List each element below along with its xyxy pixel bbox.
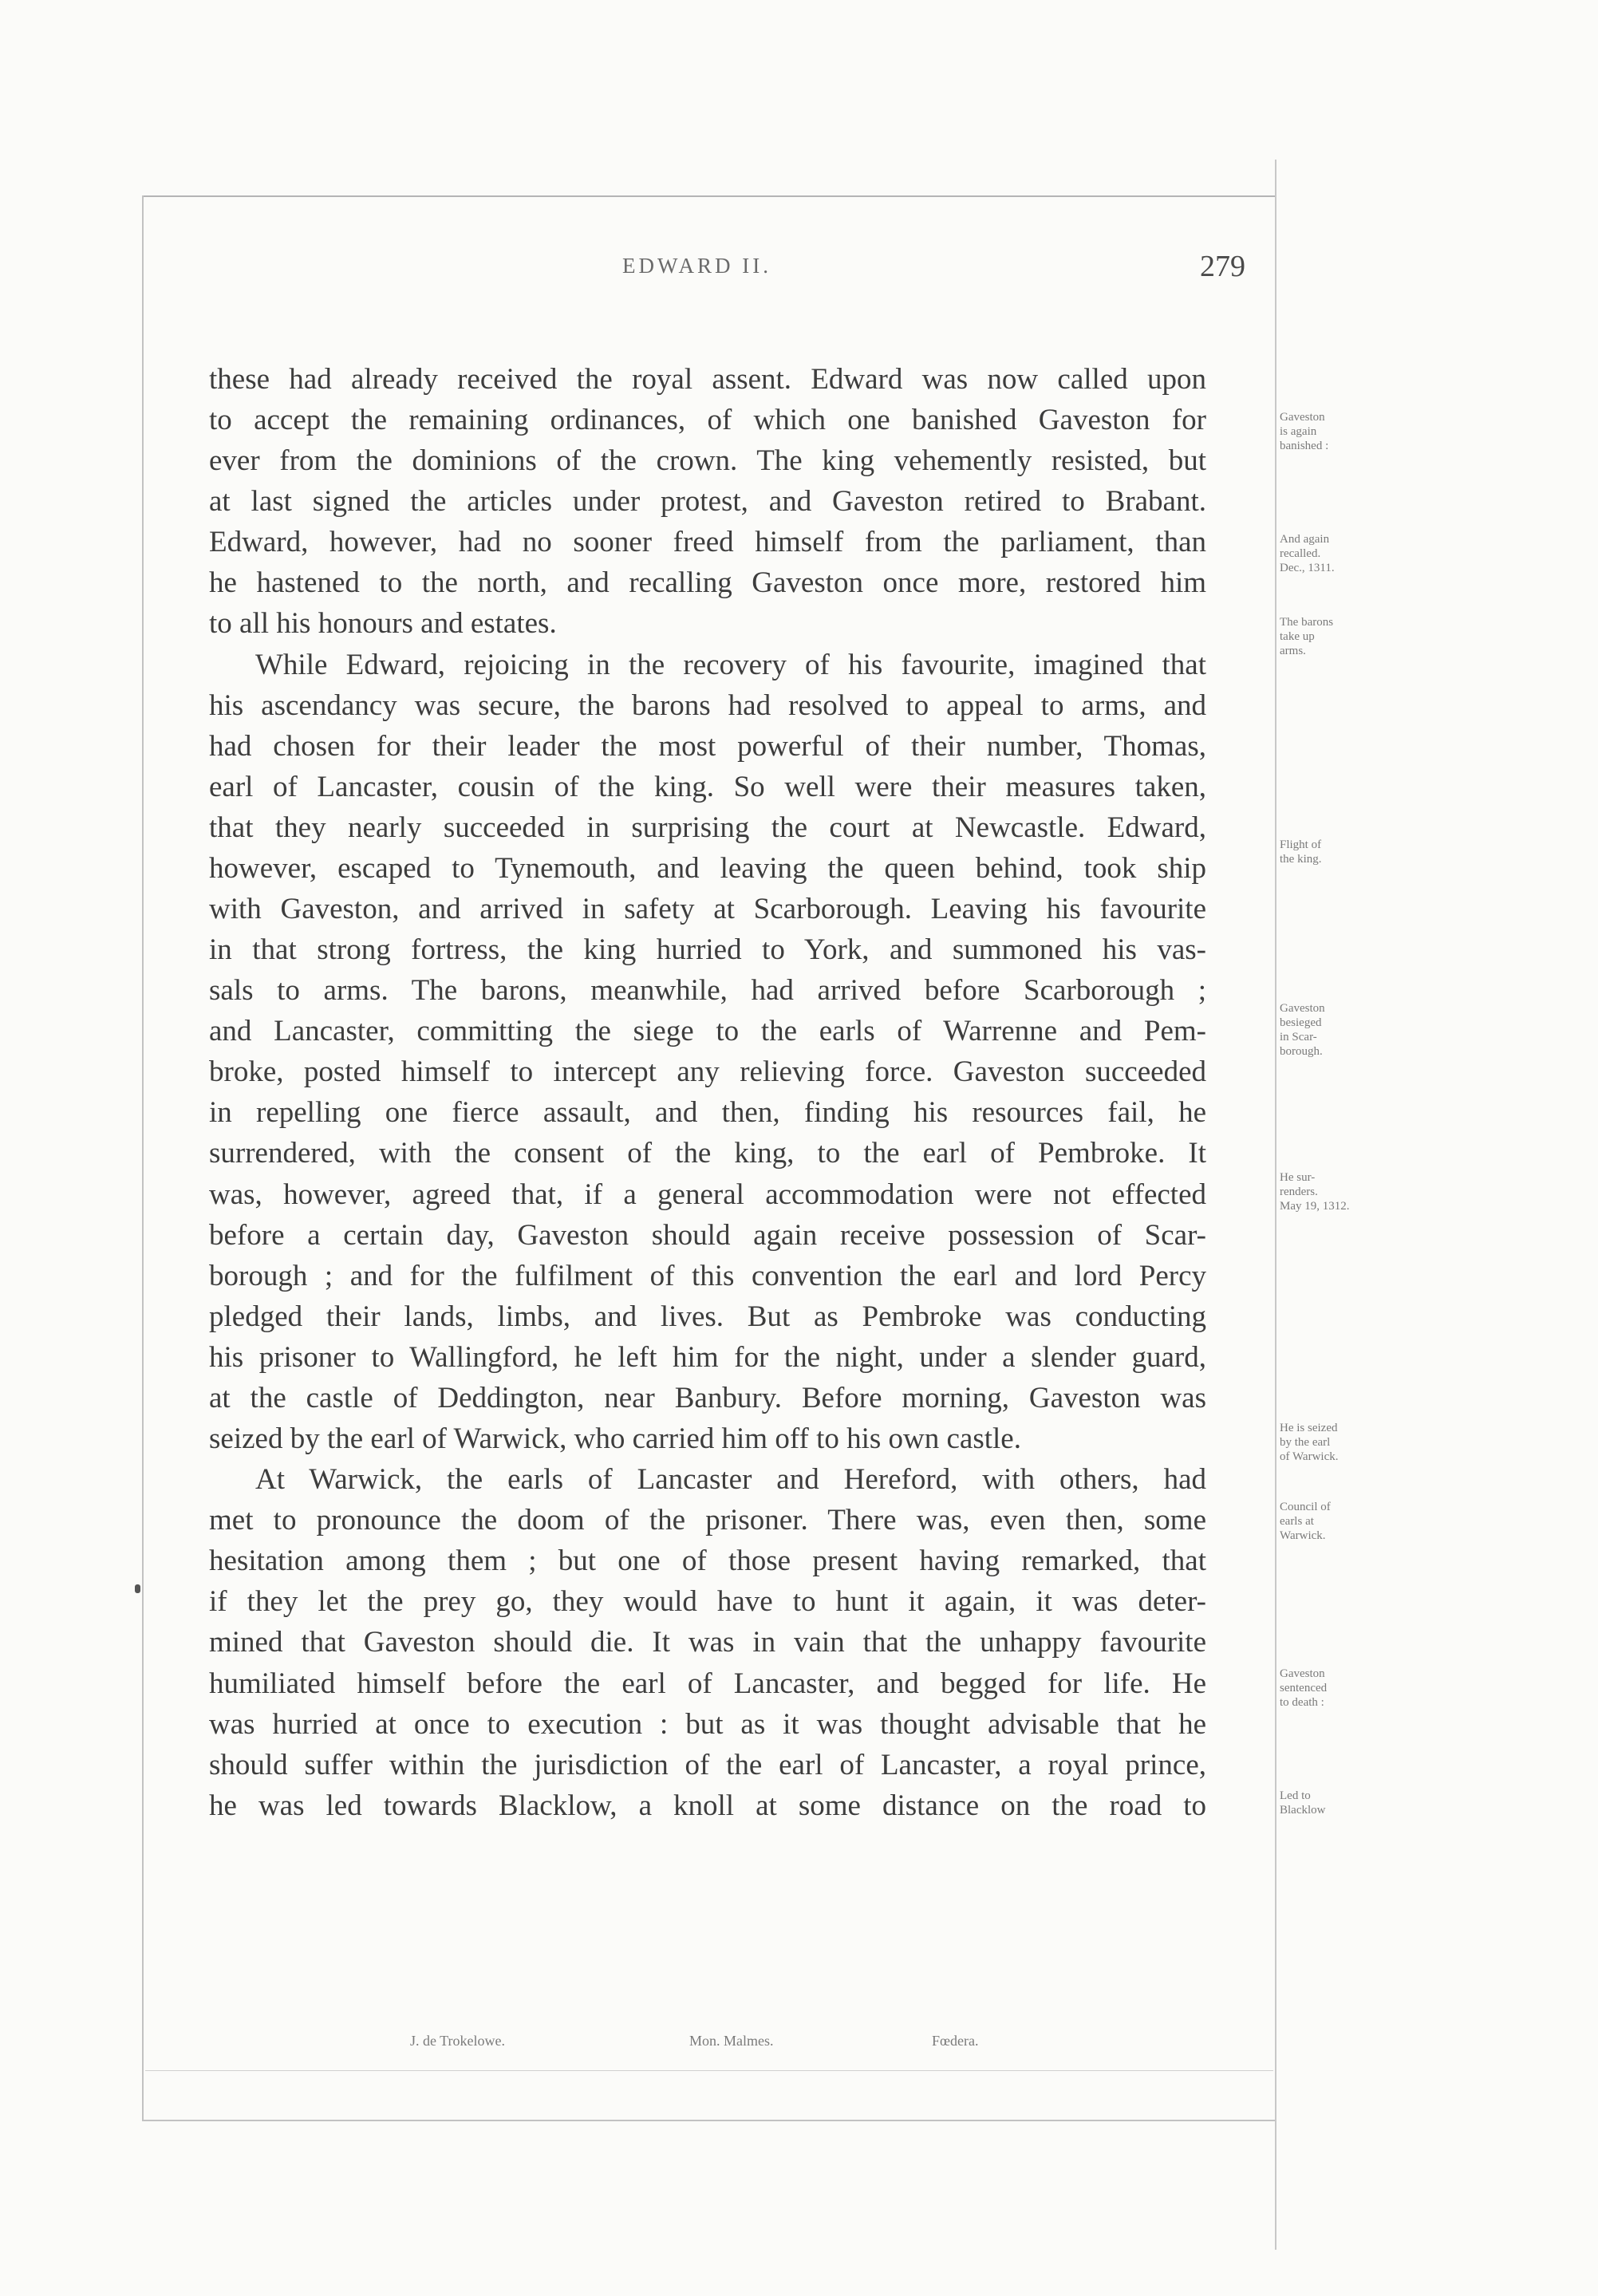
marginal-note-line: He sur- bbox=[1280, 1171, 1316, 1184]
body-line: at the castle of Deddington, near Banbury. Before morning, Gaveston was bbox=[209, 1381, 1206, 1414]
page-frame-top-rule bbox=[142, 195, 1275, 197]
body-line: should suffer within the jurisdiction of the earl of Lancaster, a royal prince, bbox=[209, 1748, 1206, 1781]
marginal-note-line: borough. bbox=[1280, 1045, 1323, 1058]
marginal-note bbox=[1280, 1789, 1391, 1817]
body-line: At Warwick, the earls of Lancaster and Hereford, with others, had bbox=[255, 1463, 1206, 1497]
body-line: had chosen for their leader the most powerful of their number, Thomas, bbox=[209, 729, 1206, 763]
body-line: While Edward, rejoicing in the recovery of his favourite, imagined that bbox=[255, 648, 1206, 681]
body-line: in repelling one fierce assault, and then, finding his resources fail, he bbox=[209, 1096, 1206, 1130]
marginal-note-line: The barons bbox=[1280, 616, 1334, 629]
body-line: was, however, agreed that, if a general accommodation were not effected bbox=[209, 1178, 1206, 1211]
source-citation: Mon. Malmes. bbox=[689, 2033, 774, 2049]
marginal-note-line: in Scar- bbox=[1280, 1031, 1317, 1043]
running-head: EDWARD II. bbox=[622, 254, 771, 278]
body-line: ever from the dominions of the crown. The king vehemently resisted, but bbox=[209, 444, 1206, 478]
body-line: surrendered, with the consent of the king, to the earl of Pembroke. It bbox=[209, 1137, 1206, 1170]
source-citations bbox=[0, 2033, 1276, 2057]
body-line: sals to arms. The barons, meanwhile, had arrived before Scarborough ; bbox=[209, 974, 1206, 1008]
marginal-note-line: is again bbox=[1280, 425, 1317, 438]
body-line: if they let the prey go, they would have to hunt it again, it was deter- bbox=[209, 1585, 1206, 1619]
footnote-rule bbox=[145, 2070, 1273, 2071]
marginal-note-line: recalled. bbox=[1280, 547, 1321, 560]
source-citation: Fœdera. bbox=[932, 2033, 979, 2049]
body-line: broke, posted himself to intercept any relieving force. Gaveston succeeded bbox=[209, 1055, 1206, 1089]
body-line: these had already received the royal assent. Edward was now called upon bbox=[209, 363, 1206, 396]
marginal-note bbox=[1280, 1170, 1391, 1213]
marginal-note-line: Warwick. bbox=[1280, 1529, 1326, 1542]
marginal-note bbox=[1280, 615, 1391, 658]
marginal-note bbox=[1280, 410, 1391, 453]
marginal-note bbox=[1280, 838, 1391, 866]
marginal-note-line: Led to bbox=[1280, 1789, 1311, 1802]
body-line: his prisoner to Wallingford, he left him for the night, under a slender guard, bbox=[209, 1340, 1206, 1374]
marginal-note-line: Gaveston bbox=[1280, 411, 1325, 424]
body-line: to all his honours and estates. bbox=[209, 607, 557, 641]
body-line: with Gaveston, and arrived in safety at Scarborough. Leaving his favourite bbox=[209, 893, 1206, 926]
marginal-note-line: of Warwick. bbox=[1280, 1450, 1339, 1463]
marginal-note-line: arms. bbox=[1280, 645, 1306, 657]
body-line: in that strong fortress, the king hurried to York, and summoned his vas- bbox=[209, 933, 1206, 967]
marginal-note-line: And again bbox=[1280, 533, 1330, 546]
body-text bbox=[209, 359, 1206, 1826]
body-line: borough ; and for the fulfilment of this convention the earl and lord Percy bbox=[209, 1259, 1206, 1292]
body-line: humiliated himself before the earl of Lancaster, and begged for life. He bbox=[209, 1667, 1206, 1700]
marginal-note-line: Gaveston bbox=[1280, 1002, 1325, 1015]
page-frame-left-rule bbox=[142, 195, 144, 2120]
marginal-note bbox=[1280, 532, 1391, 575]
marginal-note-line: the king. bbox=[1280, 853, 1322, 866]
page-frame-right-rule bbox=[1275, 160, 1276, 2250]
body-line: and Lancaster, committing the siege to the earls of Warrenne and Pem- bbox=[209, 1015, 1206, 1048]
body-line: he was led towards Blacklow, a knoll at some distance on the road to bbox=[209, 1789, 1206, 1822]
marginal-note bbox=[1280, 1001, 1391, 1059]
body-line: seized by the earl of Warwick, who carried him off to his own castle. bbox=[209, 1422, 1021, 1456]
page-number: 279 bbox=[1200, 250, 1245, 283]
marginal-note-line: Gaveston bbox=[1280, 1667, 1325, 1680]
marginal-note-line: Dec., 1311. bbox=[1280, 562, 1335, 574]
marginal-note-line: renders. bbox=[1280, 1185, 1318, 1198]
body-line: before a certain day, Gaveston should again receive possession of Scar- bbox=[209, 1218, 1206, 1252]
marginal-note-line: Council of bbox=[1280, 1501, 1331, 1513]
marginal-note bbox=[1280, 1421, 1391, 1464]
marginal-note-line: earls at bbox=[1280, 1515, 1314, 1528]
source-citation: J. de Trokelowe. bbox=[410, 2033, 506, 2049]
page-frame-bottom-rule bbox=[142, 2120, 1275, 2121]
marginal-note-line: besieged bbox=[1280, 1016, 1322, 1029]
body-line: his ascendancy was secure, the barons had resolved to appeal to arms, and bbox=[209, 688, 1206, 722]
body-line: that they nearly succeeded in surprising the court at Newcastle. Edward, bbox=[209, 811, 1206, 844]
marginal-note-line: Blacklow bbox=[1280, 1804, 1326, 1817]
body-line: hesitation among them ; but one of those present having remarked, that bbox=[209, 1544, 1206, 1578]
marginal-note-line: He is seized bbox=[1280, 1422, 1338, 1434]
marginal-note-line: banished : bbox=[1280, 440, 1329, 452]
body-line: mined that Gaveston should die. It was in vain that the unhappy favourite bbox=[209, 1626, 1206, 1659]
marginal-note-line: to death : bbox=[1280, 1696, 1324, 1709]
marginal-note bbox=[1280, 1667, 1391, 1710]
marginal-note-line: Flight of bbox=[1280, 838, 1322, 851]
body-line: pledged their lands, limbs, and lives. But as Pembroke was conducting bbox=[209, 1300, 1206, 1333]
body-line: met to pronounce the doom of the prisoner. There was, even then, some bbox=[209, 1504, 1206, 1537]
body-line: he hastened to the north, and recalling Gaveston once more, restored him bbox=[209, 566, 1206, 600]
marginal-note-line: take up bbox=[1280, 630, 1315, 643]
ink-speck bbox=[135, 1584, 140, 1593]
marginal-note-line: sentenced bbox=[1280, 1682, 1328, 1694]
body-line: to accept the remaining ordinances, of which one banished Gaveston for bbox=[209, 404, 1206, 437]
marginal-note-line: by the earl bbox=[1280, 1436, 1331, 1449]
body-line: however, escaped to Tynemouth, and leaving the queen behind, took ship bbox=[209, 851, 1206, 885]
body-line: was hurried at once to execution : but as it was thought advisable that he bbox=[209, 1707, 1206, 1741]
body-line: Edward, however, had no sooner freed himself from the parliament, than bbox=[209, 526, 1206, 559]
marginal-note bbox=[1280, 1500, 1391, 1543]
body-line: earl of Lancaster, cousin of the king. So well were their measures taken, bbox=[209, 770, 1206, 803]
marginal-note-line: May 19, 1312. bbox=[1280, 1200, 1350, 1213]
body-line: at last signed the articles under protest, and Gaveston retired to Brabant. bbox=[209, 485, 1206, 519]
